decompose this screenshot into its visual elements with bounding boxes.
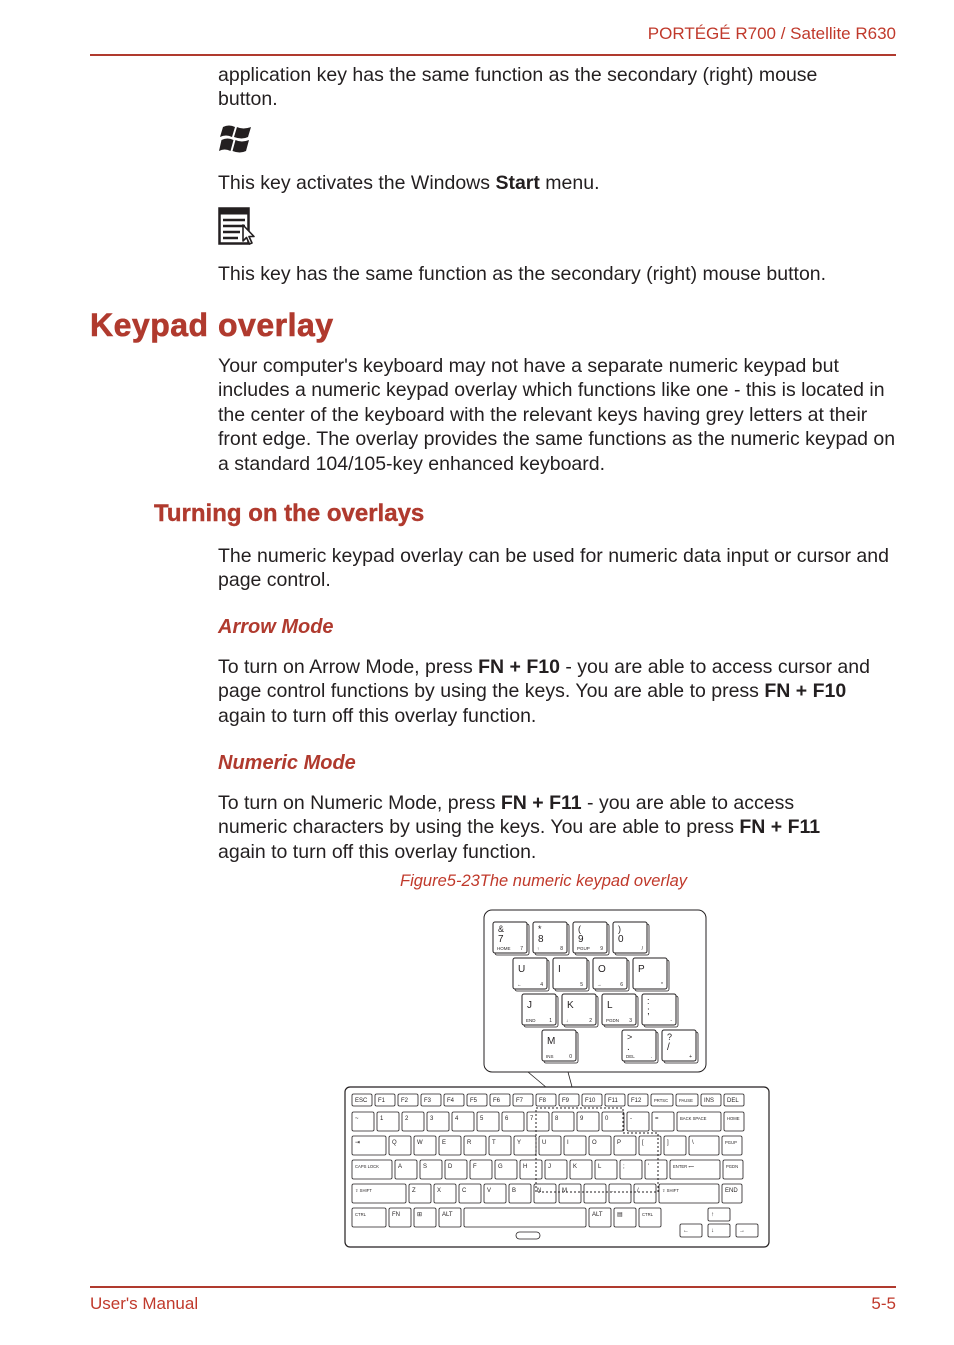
keyboard-key [352,1160,392,1179]
keyboard-key-label: 2 [405,1116,409,1122]
keyboard-key [470,1160,492,1179]
keyboard-key-label: X [437,1188,442,1194]
zoom-key-numeric-label: 3 [629,1018,632,1024]
keyboard-key [564,1136,586,1155]
keyboard-key [352,1136,386,1155]
keyboard-key-label: Y [517,1140,522,1146]
keyboard-key-label: 5 [480,1116,484,1122]
keyboard-key-label: M [562,1188,567,1194]
keyboard-key-label: 9 [580,1116,584,1122]
keyboard-key-label: ⊞ [417,1212,423,1218]
keyboard-key [627,1112,649,1131]
zoom-key-main-label: P [638,964,645,975]
keyboard-key [651,1094,673,1106]
keyboard-key-label: CTRL [355,1212,366,1217]
keyboard-key [395,1160,417,1179]
keyboard-key [514,1136,536,1155]
zoom-key-shift-label: ) [618,924,621,934]
zoom-key-numeric-label: 5 [580,982,583,988]
zoom-key-main-label: / [667,1042,670,1053]
keyboard-key [545,1160,567,1179]
zoom-key-numeric-label: * [661,982,663,988]
keyboard-key-label: E [442,1140,447,1146]
zoom-key-cursor-label: ← [517,982,522,987]
keyboard-key [645,1160,667,1179]
keyboard-key [570,1160,592,1179]
zoom-key-shift-label: * [538,924,542,934]
keyboard-key [536,1094,556,1106]
zoom-key-shift-label: ( [578,924,581,934]
keyboard-key-label: ⇧ SHIFT [355,1188,372,1193]
figure-caption: Figure5-23The numeric keypad overlay [400,872,688,890]
keyboard-key [464,1208,586,1227]
zoom-key-shift-label: > [627,1032,633,1042]
keyboard-key [701,1094,721,1106]
keyboard-key-label: D [448,1164,453,1170]
application-key-description: This key has the same function as the secondary (right) mouse button. [218,263,827,285]
arrow-mode-paragraph: To turn on Arrow Mode, press FN + F10 - you are able to access cursor and page control functions by using the keys. You are able to press FN + F10 again to turn off this overlay function. [218,656,870,727]
keyboard-key-label: ⇧ SHIFT [662,1188,679,1193]
zoom-key [593,958,629,991]
zoom-key [602,994,638,1027]
keyboard-key [377,1112,399,1131]
keyboard-key [477,1112,499,1131]
keyboard-key-label: / [637,1188,639,1194]
zoom-key-cursor-label: DEL [626,1054,635,1059]
keyboard-key-label: G [498,1164,503,1170]
keyboard-key-label: A [398,1164,403,1170]
subsection-paragraph: The numeric keypad overlay can be used for numeric data input or cursor and page control. [218,545,889,592]
keyboard-key-label: END [725,1188,738,1194]
keyboard-key-label: F3 [424,1098,432,1104]
header-rule [90,54,896,56]
zoom-key-numeric-label: 9 [600,946,603,952]
zoom-key [633,958,669,991]
keyboard-key-label: U [542,1140,547,1146]
keyboard-key [722,1184,742,1203]
keyboard-key-label: PRTSC [654,1098,669,1103]
keyboard-key-label: K [573,1164,578,1170]
subsection-title: Turning on the overlays [154,500,425,527]
keyboard-key [577,1112,599,1131]
keyboard-key-label: - [630,1116,632,1122]
keyboard-key [427,1112,449,1131]
keyboard-key-label: F12 [631,1098,642,1104]
keyboard-key-label: [ [642,1140,644,1146]
keyboard-key [467,1094,487,1106]
keyboard-key [513,1094,533,1106]
keyboard-key-label: F11 [608,1098,618,1104]
keyboard-key [414,1136,436,1155]
keyboard-key [402,1112,424,1131]
numeric-mode-title: Numeric Mode [218,752,356,774]
keyboard-key-label: FN [392,1212,400,1218]
footer-rule [90,1286,896,1288]
keyboard-key [389,1136,411,1155]
keyboard-key-label: F9 [562,1098,570,1104]
keyboard-key-label: F [473,1164,477,1170]
keyboard-key [527,1112,549,1131]
keyboard-key [582,1094,602,1106]
zoom-key-numeric-label: 4 [540,982,543,988]
keyboard-key [489,1136,511,1155]
keyboard-key-label: F2 [401,1098,409,1104]
zoom-key-main-label: ; [647,1006,650,1017]
zoom-key-numeric-label: 7 [520,946,523,952]
zoom-key [622,1030,658,1063]
zoom-key [573,922,609,955]
keyboard-key [559,1184,581,1203]
keyboard-key-label: R [467,1140,472,1146]
zoom-key-cursor-label: PGUP [577,946,590,951]
keyboard-key-label: ↑ [711,1212,714,1218]
zoom-key-cursor-label: → [597,982,602,987]
zoom-key-numeric-label: + [689,1054,692,1060]
keyboard-key [445,1160,467,1179]
keyboard-key [464,1136,486,1155]
keyboard-key-label: 0 [605,1116,609,1122]
keyboard-key [659,1184,719,1203]
keyboard-key-label: V [487,1188,492,1194]
keyboard-key [670,1160,720,1179]
keyboard-key-label: ⇥ [355,1140,361,1146]
keyboard-key-label: \ [692,1140,694,1146]
keyboard-key-label: 3 [430,1116,434,1122]
keyboard-key-label: . [612,1188,614,1194]
keyboard-key-label: F6 [493,1098,501,1104]
keyboard-key [352,1112,374,1131]
keyboard-key-label: PAUSE [679,1098,693,1103]
keyboard-key [680,1224,702,1237]
section-paragraph: Your computer's keyboard may not have a separate numeric keypad but includes a numeric keypad overlay which functions like one - this is located in the center of the keyboard with the relevant keys having grey letters at their front edge. The overlay provides the same functions as the numeric keypad on a standard 104/105-key enhanced keyboard. [218,355,896,475]
keyboard-key-label: PGDN [726,1164,739,1169]
zoom-key [533,922,569,955]
application-key-icon [218,207,258,252]
keyboard-key [595,1160,617,1179]
keyboard-key [389,1208,411,1227]
keyboard-key-label: N [537,1188,542,1194]
zoom-key-shift-label: : [647,996,650,1006]
keyboard-key-label: ← [683,1228,689,1234]
keyboard-key-label: ESC [355,1098,368,1104]
keyboard-key [439,1208,461,1227]
keyboard-key [352,1208,386,1227]
keyboard-key-label: ▤ [617,1212,623,1218]
zoom-key [522,994,558,1027]
keyboard-key [614,1136,636,1155]
keyboard-key [375,1094,395,1106]
keyboard-key-label: CAPS LOCK [355,1164,379,1169]
keyboard-key [421,1094,441,1106]
keyboard-key [689,1136,719,1155]
zoom-key-cursor-label: INS [546,1054,554,1059]
zoom-key-main-label: K [567,1000,574,1011]
keyboard-key-label: 1 [380,1116,384,1122]
keyboard-key-label: F10 [585,1098,596,1104]
numeric-mode-paragraph: To turn on Numeric Mode, press FN + F11 - you are able to access numeric characters by using the keys. You are able to press FN + F11 again to turn off this overlay function. [218,792,821,863]
keyboard-key-label: ' [648,1164,650,1170]
keyboard-key [409,1184,431,1203]
zoom-key-numeric-label: . [650,1054,652,1060]
keyboard-key-label: 8 [555,1116,559,1122]
zoom-key-numeric-label: 8 [560,946,563,952]
keyboard-key [559,1094,579,1106]
keyboard-key [539,1136,561,1155]
zoom-key-main-label: 9 [578,934,584,945]
keyboard-key [495,1160,517,1179]
keyboard-key [589,1136,611,1155]
zoom-key-numeric-label: 0 [569,1054,572,1060]
zoom-key-shift-label: ? [667,1032,673,1042]
keyboard-key [584,1184,606,1203]
keyboard-key [664,1136,686,1155]
keyboard-key [490,1094,510,1106]
keyboard-key-label: F1 [378,1098,386,1104]
keyboard-key [723,1160,743,1179]
keyboard-key [444,1094,464,1106]
keyboard-key [502,1112,524,1131]
keyboard-key-label: ↓ [711,1228,714,1234]
zoom-key [662,1030,698,1063]
zoom-key-main-label: I [558,964,561,975]
keyboard-key [509,1184,531,1203]
zoom-key-main-label: 0 [618,934,624,945]
zoom-key-cursor-label: HOME [497,946,511,951]
keypad-overlay-figure [340,905,776,1255]
keyboard-key-label: Q [392,1140,397,1146]
zoom-key [542,1030,578,1063]
zoom-key-main-label: . [627,1042,630,1053]
keyboard-key [352,1094,372,1106]
keyboard-key-label: O [592,1140,597,1146]
keyboard-key-label: → [739,1228,745,1234]
keyboard-key [452,1112,474,1131]
keyboard-key-label: J [548,1164,551,1170]
zoom-key [642,994,678,1027]
keyboard-key-label: F8 [539,1098,547,1104]
keyboard-key [459,1184,481,1203]
keyboard-key [724,1094,744,1106]
keyboard-key-label: P [617,1140,622,1146]
zoom-key-cursor-label: END [526,1018,536,1023]
keyboard-key [722,1136,742,1155]
keyboard-key-label: Z [412,1188,416,1194]
zoom-key-cursor-label: ↑ [537,946,540,951]
running-header: PORTÉGÉ R700 / Satellite R630 [647,24,896,43]
keyboard-key [520,1160,542,1179]
keyboard-key-label: C [462,1188,467,1194]
keyboard-key-label: F5 [470,1098,478,1104]
keyboard-key-label: ALT [592,1212,603,1218]
keyboard-key [484,1184,506,1203]
zoom-key-main-label: U [518,964,526,975]
zoom-key-cursor-label: ↓ [566,1018,569,1023]
keyboard-key-label: HOME [727,1116,740,1121]
keyboard-key [652,1112,674,1131]
keyboard-key-label: 7 [530,1116,534,1122]
keyboard-key-label: , [587,1188,589,1194]
keyboard-key-label: F4 [447,1098,455,1104]
keyboard-key [420,1160,442,1179]
keyboard-key-label: L [598,1164,602,1170]
keyboard-key-label: ] [667,1140,669,1146]
keyboard-key [434,1184,456,1203]
keyboard-key-label: BACK SPACE [680,1116,707,1121]
keyboard-key [534,1184,556,1203]
keyboard-key [439,1136,461,1155]
zoom-key-shift-label: & [498,924,505,934]
arrow-mode-title: Arrow Mode [218,616,334,638]
zoom-key-numeric-label: - [670,1018,672,1024]
keyboard-key [708,1224,730,1237]
keyboard-key [736,1224,758,1237]
keyboard-key [724,1112,744,1131]
keyboard-key [602,1112,624,1131]
zoom-key [613,922,649,955]
keyboard-key [676,1094,698,1106]
keyboard-key [414,1208,436,1227]
keyboard-key-label: DEL [727,1098,739,1104]
zoom-key [513,958,549,991]
zoom-key-cursor-label: PGDN [606,1018,620,1023]
keyboard-key-label: INS [704,1098,715,1104]
keyboard-key-label: = [655,1116,659,1122]
windows-logo-icon [218,123,254,160]
keyboard-key-label: CTRL [642,1212,653,1217]
zoom-key-main-label: 8 [538,934,544,945]
keyboard-key-label: I [567,1140,569,1146]
zoom-key-main-label: O [598,964,606,975]
keyboard-key [639,1208,661,1227]
keyboard-key [605,1094,625,1106]
zoom-key [562,994,598,1027]
section-title: Keypad overlay [90,307,334,343]
keyboard-key-label: S [423,1164,428,1170]
zoom-key-main-label: L [607,1000,613,1011]
keyboard-key [589,1208,611,1227]
windows-key-description: This key activates the Windows Start menu. [218,172,600,194]
keyboard-key [620,1160,642,1179]
footer-manual-title: User's Manual [90,1294,199,1313]
touchpad-button-icon [516,1232,540,1239]
keyboard-key-label: ENTER ⟵ [673,1164,695,1169]
keyboard-key-label: W [417,1140,423,1146]
keyboard-key-label: 6 [505,1116,509,1122]
zoom-key-main-label: J [527,1000,532,1011]
keyboard-key [708,1208,730,1221]
zoom-key-numeric-label: 1 [549,1018,552,1024]
keyboard-key-label: ; [623,1164,625,1170]
keyboard-key-label: ~ [355,1116,359,1122]
keyboard-key [609,1184,631,1203]
footer-page-number: 5-5 [871,1294,896,1313]
intro-continuation: application key has the same function as the secondary (right) mouse button. [218,64,818,111]
keyboard-key [398,1094,418,1106]
keyboard-key [552,1112,574,1131]
keyboard-key [677,1112,721,1131]
keyboard-key [352,1184,406,1203]
keyboard-key-label: F7 [516,1098,524,1104]
zoom-key-numeric-label: 6 [620,982,623,988]
keyboard-key-label: T [492,1140,496,1146]
keyboard-key-label: PGUP [725,1140,737,1145]
keyboard-key-label: 4 [455,1116,459,1122]
keyboard-key-label: H [523,1164,528,1170]
keyboard-key-label: ALT [442,1212,453,1218]
keyboard-key [634,1184,656,1203]
keyboard-key-label: B [512,1188,517,1194]
zoom-key [493,922,529,955]
zoom-key-numeric-label: 2 [589,1018,592,1024]
zoom-key-numeric-label: / [641,946,643,952]
keyboard-key [614,1208,636,1227]
zoom-key-main-label: M [547,1036,556,1047]
keyboard-key [628,1094,648,1106]
zoom-key-main-label: 7 [498,934,504,945]
zoom-key [553,958,589,991]
